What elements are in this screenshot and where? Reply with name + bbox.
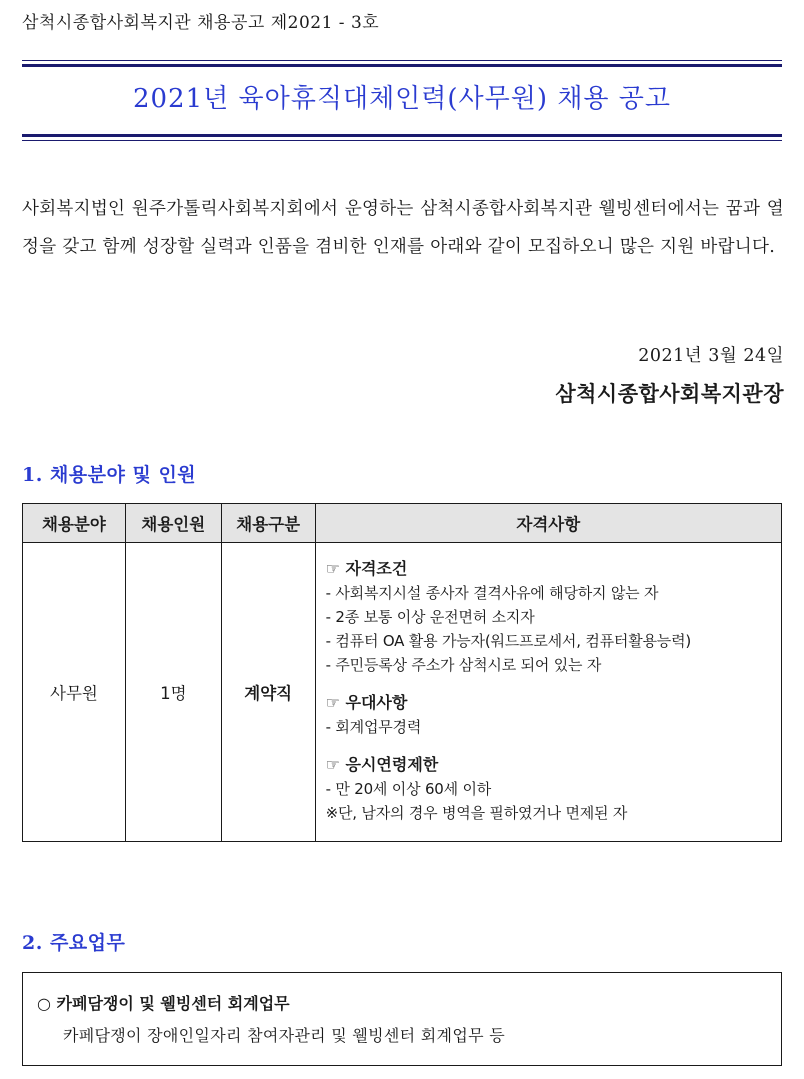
column-header-field: 채용분야 [23,504,126,543]
cell-type: 계약직 [221,543,315,842]
qualification-group-title: ☞ 우대사항 [325,693,408,712]
column-header-count: 채용인원 [125,504,221,543]
column-header-qualifications: 자격사항 [315,504,781,543]
table-header-row [23,504,782,543]
qualification-group-title: ☞ 응시연령제한 [325,755,439,774]
qualification-item: ※단, 남자의 경우 병역을 필하였거나 면제된 자 [325,804,628,822]
cell-count: 1명 [125,543,221,842]
announcement-date: 2021년 3월 24일 [638,346,784,366]
table-row [23,543,782,842]
section-heading-duties: 2. 주요업무 [22,932,126,954]
qualification-group-age-limit [326,753,771,825]
qualification-item: - 만 20세 이상 60세 이하 [325,780,492,798]
qualification-item: - 주민등록상 주소가 삼척시로 되어 있는 자 [325,656,602,674]
organization-signature: 삼척시종합사회복지관장 [555,381,784,406]
page-title: 2021년 육아휴직대체인력(사무원) 채용 공고 [132,84,672,114]
cell-field: 사무원 [23,543,126,842]
qualification-item: - 회계업무경력 [325,718,422,736]
qualification-group-preferred [326,691,771,739]
qualification-group-requirements [326,557,771,677]
intro-paragraph: 사회복지법인 원주가톨릭사회복지회에서 운영하는 삼척시종합사회복지관 웰빙센터에서는 꿈과 열정을 갖고 함께 성장할 실력과 인품을 겸비한 인재를 아래와 같이 모집하오니 많은 지원 바랍니다. [22,199,784,257]
column-header-type: 채용구분 [221,504,315,543]
qualification-item: - 컴퓨터 OA 활용 가능자(워드프로세서, 컴퓨터활용능력) [325,632,692,650]
title-top-rule-thick [22,64,782,67]
duty-description: 카페담쟁이 장애인일자리 참여자관리 및 웰빙센터 회계업무 등 [63,1026,505,1045]
section-heading-recruitment: 1. 채용분야 및 인원 [22,464,197,486]
recruitment-table [22,503,782,842]
qualification-item: - 2종 보통 이상 운전면허 소지자 [325,608,535,626]
duty-title: ○ 카페담쟁이 및 웰빙센터 회계업무 [37,994,290,1013]
title-bottom-rule-thick [22,134,782,137]
qualification-item: - 사회복지시설 종사자 결격사유에 해당하지 않는 자 [325,584,659,602]
announcement-number: 삼척시종합사회복지관 채용공고 제2021 - 3호 [22,13,380,33]
cell-qualifications [315,543,781,842]
qualification-group-title: ☞ 자격조건 [325,559,408,578]
title-top-rule [22,60,782,61]
duties-box [22,972,782,1066]
title-bottom-rule [22,140,782,141]
